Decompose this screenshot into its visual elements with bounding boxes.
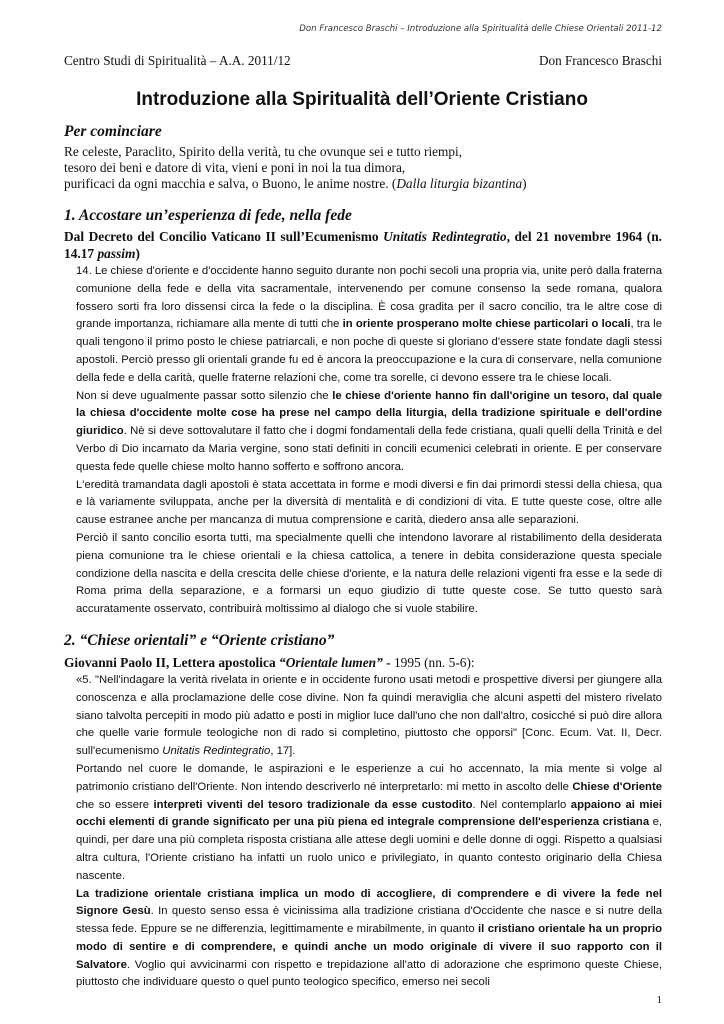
section-1-source [64,228,662,262]
bold-text: le chiese d'oriente hanno fin dall'origine un tesoro, dal quale la chiesa d'occidente molte cose ha prese nel campo della liturgia, della tradizione spirituale e dell'ordine giuridico [76,389,662,438]
source-reference: 1995 (nn. 5-6): [393,654,475,670]
section-2-text [76,672,662,992]
source-text: Dal Decreto del Concilio Vaticano II sull’Ecumenismo [64,229,384,244]
prayer-text: purificaci da ogni macchia e salva, o Buono, le anime nostre. ( [64,176,397,191]
header-line [64,53,662,69]
paragraph: Perciò il santo concilio esorta tutti, ma specialmente quelli che intendono lavorare al ristabilimento della desiderata piena comunione tra le chiese orientali e la chiesa cattolica, a tenere in debita considerazione questa speciale condizione della nascita e della crescita delle chiese d'oriente, e la natura delle relazioni vigenti fra esse e la sede di Roma prima della separazione, e a formarsi un equo giudizio di tutte queste cose. Se tutto questo sarà accuratamente osservato, contribuirà moltissimo al dialogo che si vuole stabilire. [76,531,662,616]
italic-text: Unitatis Redintegratio [162,745,271,758]
page-number: 1 [656,994,662,1006]
text: «5. "Nell'indagare la verità rivelata in oriente e in occidente furono usati metodi e prospettive diversi per giungere alla conoscenza e alla proclamazione delle cose divine. Non fa quindi meraviglia che alcuni aspetti del mistero rivelato siano talvolta percepiti in modo più adatto e posti in miglior luce dall'uno che non dall'altro, cosicché si può dire allora che quelle varie formule teologiche non di rado si completino, piuttosto che opporsi" [Conc. Ecum. Vat. II, Decr. sull'ecumenismo [76,673,662,758]
source-text: , del 21 novembre 1964 (n. 14.17 [64,229,662,261]
text: 14. Le chiese d'oriente e d'occidente hanno seguito durante non pochi secoli una propria via, unite però dalla fraterna comunione della fede e della vita sacramentale, intervenendo per comune consenso la sede romana, qualora fossero sorti fra loro dissensi circa la fede o la disciplina. È cosa gradita per il sacro concilio, tra le altre cose di grande importanza, richiamare alla mente di tutti che [76,265,662,331]
bold-text: in oriente prosperano molte chiese particolari o locali [342,318,631,331]
prayer-line: Re celeste, Paraclito, Spirito della verità, tu che ovunque sei e tutto riempi, [64,144,463,159]
text: e, quindi, per dare una più completa risposta cristiana alle attese degli uomini e delle donne di oggi. Rispetto a qualsiasi altra cultura, l'Oriente cristiano ha infatti un ruolo unico e privilegiato, in quanto contesto originario della Chiesa nascente. [76,816,663,882]
source-title: Unitatis Redintegratio [383,229,507,244]
bold-text: il cristiano orientale ha un proprio modo di sentire e di comprendere, e quindi anche un modo originale di vivere il suo rapporto con il Salvatore [76,923,662,971]
source-text: ) [135,246,140,261]
source-text: Giovanni Paolo II, Lettera apostolica [64,654,279,670]
running-head: Don Francesco Braschi – Introduzione alla Spiritualità delle Chiese Orientali 2011-12 [299,24,662,34]
prayer-line [64,176,662,192]
section-2-source [64,654,662,671]
bold-text: La tradizione orientale cristiana implica un modo di accogliere, di comprendere e di vivere la fede nel Signore Gesù [76,887,662,918]
paragraph [76,263,662,388]
section-1-heading: 1. Accostare un’esperienza di fede, nella fede [64,207,352,224]
paragraph [76,672,662,761]
section-2-heading: 2. “Chiese orientali” e “Oriente cristiano” [64,631,335,649]
bold-text: interpreti viventi del tesoro tradizionale da esse custodito [153,798,473,811]
source-text: - [382,654,394,670]
prayer-block [64,144,662,192]
paragraph [76,761,662,886]
section-1-text [76,263,662,619]
text: . Voglio qui avvicinarmi con rispetto e trepidazione all'atto di adorazione che esprimono queste Chiese, piuttosto che individuare questo o quel punto teologico specifico, emerso nei secoli [76,958,662,989]
text: Portando nel cuore le domande, le aspirazioni e le esperienze a cui ho accennato, la mia mente si volge al patrimonio cristiano dell'Oriente. Non intendo descriverlo né interpretarlo: mi metto in ascolto delle [76,762,662,793]
text: , 17]. [270,745,296,758]
header-author: Don Francesco Braschi [538,53,662,68]
text: Non si deve ugualmente passar sotto silenzio che [76,389,333,402]
text: . In questo senso essa è vicinissima alla tradizione cristiana d'Occidente che nasce e si nutre della stessa fede. Eppure se ne differenzia, legittimamente e mirabilmente, in quanto [76,905,663,936]
intro-heading: Per cominciare [64,123,162,140]
page-title: Introduzione alla Spiritualità dell’Oriente Cristiano [136,89,588,110]
prayer-source: Dalla liturgia bizantina [396,176,523,191]
document-body [64,122,662,992]
source-passim: passim [97,246,136,261]
text: . Nè si deve sottovalutare il fatto che i dogmi fondamentali della fede cristiana, quali quelli della Trinità e del Verbo di Dio incarnato da Maria vergine, sono stati definiti in concili ecumenici celebrati in oriente. E per conservare questa fede quelle chiese molto hanno sofferto e soffrono ancora. [76,425,662,473]
prayer-line: tesoro dei beni e datore di vita, vieni e poni in noi la tua dimora, [64,160,406,175]
prayer-text: ) [522,176,527,191]
paragraph [76,886,662,993]
text: . Nel contemplarlo [472,798,571,811]
source-title: “Orientale lumen” [279,654,383,670]
paragraph: L'eredità tramandata dagli apostoli è stata accettata in forme e modi diversi e fin dai primordi stessi della chiesa, qua e là variamente sviluppata, anche per la diversità di mentalità e di condizioni di vita. E tutte queste cose, oltre alle cause estranee anche per mancanza di mutua comprensione e carità, diedero ansa alle separazioni. [76,478,662,527]
text: che so essere [76,798,154,811]
bold-text: Chiese d'Oriente [572,780,662,793]
text: , tra le quali tengono il primo posto le chiese patriarcali, e non poche di queste si gloriano d'essere state fondate dagli stessi apostoli. Perciò presso gli orientali grande fu ed è ancora la preoccupazione e la cura di conservare, nella comunione della fede e della carità, quelle fraterne relazioni che, come tra sorelle, ci devono essere tra le chiese locali. [76,318,662,384]
header-institution: Centro Studi di Spiritualità – A.A. 2011/12 [64,53,291,68]
bold-text: appaiono ai miei occhi elementi di grande significato per una più piena ed integrale comprensione dell'esperienza cristiana [76,798,663,829]
paragraph [76,388,662,477]
